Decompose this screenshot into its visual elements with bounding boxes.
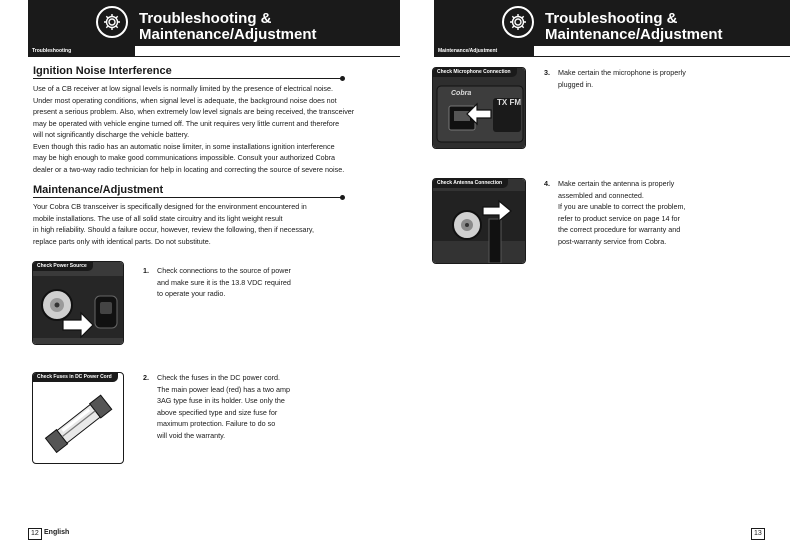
text-line: and make sure it is the 13.8 VDC required bbox=[157, 277, 291, 287]
radio-tx-fm-label: TX FM bbox=[497, 98, 521, 107]
text-line: Check the fuses in the DC power cord. bbox=[157, 373, 281, 382]
section-strip: Troubleshooting bbox=[28, 46, 135, 57]
text-line: the correct procedure for warranty and bbox=[558, 225, 681, 234]
header-bar bbox=[434, 0, 790, 46]
text-line: Make certain the microphone is properly bbox=[558, 68, 686, 77]
text-line: maximum protection. Failure to do so bbox=[157, 419, 276, 428]
text-line: will not significantly discharge the vehicle battery. bbox=[33, 130, 190, 139]
step-number: 3. bbox=[544, 68, 550, 77]
figure-label: Check Fuses in DC Power Cord bbox=[33, 373, 118, 382]
page-title bbox=[139, 11, 317, 43]
gear-icon bbox=[96, 6, 128, 38]
step-text bbox=[157, 372, 290, 441]
header-bar bbox=[28, 0, 400, 46]
text-line: Even though this radio has an automatic noise limiter, in some installations ignition interference bbox=[33, 141, 335, 151]
figure-label: Check Antenna Connection bbox=[433, 179, 508, 188]
text-line: Under most operating conditions, when signal level is adequate, the background noise does not bbox=[33, 95, 337, 105]
left-page bbox=[0, 0, 396, 555]
page-number: 12 bbox=[28, 528, 42, 540]
page-number: 13 bbox=[751, 528, 765, 540]
right-page bbox=[397, 0, 793, 555]
title-line-1: Troubleshooting & bbox=[545, 10, 678, 27]
page-title bbox=[545, 11, 723, 43]
text-line: plugged in. bbox=[558, 79, 594, 89]
text-line: assembled and connected. bbox=[558, 190, 644, 200]
text-line: Check connections to the source of power bbox=[157, 266, 291, 275]
text-line: may be high enough to make good communications impossible. Consult your authorized Cobra bbox=[33, 153, 336, 162]
step-text bbox=[558, 67, 686, 90]
text-line: to operate your radio. bbox=[157, 289, 226, 298]
text-line: mobile installations. The use of all solid state circuitry and its light weight result bbox=[33, 213, 283, 223]
maintenance-heading-rule bbox=[33, 197, 343, 198]
step-number: 2. bbox=[143, 373, 149, 382]
ignition-paragraph bbox=[33, 83, 354, 175]
text-line: dealer or a two-way radio technician for help in locating and correcting the source of severe noise. bbox=[33, 164, 345, 174]
step-number: 1. bbox=[143, 266, 149, 275]
maintenance-paragraph bbox=[33, 201, 314, 247]
text-line: above specified type and size fuse for bbox=[157, 407, 278, 417]
maintenance-heading: Maintenance/Adjustment bbox=[33, 184, 164, 196]
text-line: 3AG type fuse in its holder. Use only the bbox=[157, 396, 285, 405]
header-rule bbox=[434, 56, 790, 57]
fuse-figure bbox=[32, 372, 124, 464]
microphone-connection-figure bbox=[432, 67, 526, 149]
section-strip: Maintenance/Adjustment bbox=[434, 46, 534, 57]
page-language: English bbox=[44, 529, 70, 536]
figure-label: Check Microphone Connection bbox=[433, 68, 517, 77]
fuse-illustration bbox=[33, 373, 123, 463]
ignition-heading-rule bbox=[33, 78, 343, 79]
radio-brand-label: Cobra bbox=[451, 90, 472, 97]
antenna-connection-figure bbox=[432, 178, 526, 264]
text-line: will void the warranty. bbox=[157, 430, 226, 440]
text-line: in high reliability. Should a failure occur, however, review the following, then if necessary, bbox=[33, 225, 314, 234]
text-line: replace parts only with identical parts. Do not substitute. bbox=[33, 236, 211, 246]
title-line-1: Troubleshooting & bbox=[139, 10, 272, 27]
step-number: 4. bbox=[544, 179, 550, 188]
text-line: Make certain the antenna is properly bbox=[558, 179, 675, 188]
text-line: present a serious problem. Also, when extremely low level signals are being received, the transceiver bbox=[33, 107, 355, 116]
text-line: If you are unable to correct the problem, bbox=[558, 202, 686, 211]
header-rule bbox=[28, 56, 400, 57]
antenna-jack-illustration bbox=[433, 179, 525, 263]
ignition-heading: Ignition Noise Interference bbox=[33, 65, 172, 77]
title-line-2: Maintenance/Adjustment bbox=[139, 26, 317, 43]
mic-jack-illustration bbox=[433, 68, 525, 148]
text-line: Use of a CB receiver at low signal levels is normally limited by the presence of electrical noise. bbox=[33, 84, 334, 93]
text-line: Your Cobra CB transceiver is specifically designed for the environment encountered in bbox=[33, 202, 307, 211]
gear-icon bbox=[502, 6, 534, 38]
text-line: refer to product service on page 14 for bbox=[558, 213, 680, 223]
step-text bbox=[157, 265, 291, 300]
step-text bbox=[558, 178, 685, 247]
title-line-2: Maintenance/Adjustment bbox=[545, 26, 723, 43]
figure-label: Check Power Source bbox=[33, 262, 93, 271]
power-jack-illustration bbox=[33, 262, 123, 344]
text-line: The main power lead (red) has a two amp bbox=[157, 384, 291, 394]
power-source-figure bbox=[32, 261, 124, 345]
text-line: post-warranty service from Cobra. bbox=[558, 236, 667, 246]
text-line: may be operated with vehicle engine turned off. The unit requires very little current and therefore bbox=[33, 118, 340, 128]
